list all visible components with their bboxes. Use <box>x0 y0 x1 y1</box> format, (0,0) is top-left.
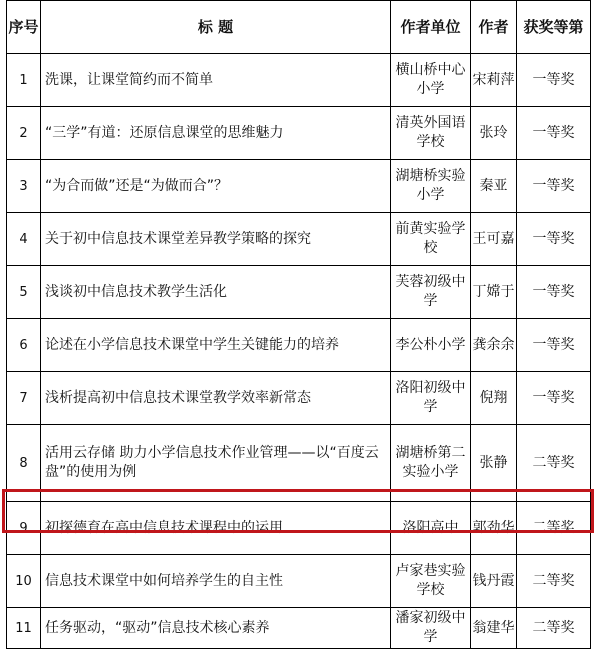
header-num: 序号 <box>7 1 41 54</box>
table-row <box>7 425 591 502</box>
row-title: 论述在小学信息技术课堂中学生关键能力的培养 <box>41 319 391 372</box>
table-row <box>7 54 591 107</box>
header-unit: 作者单位 <box>391 1 471 54</box>
row-title: 初探德育在高中信息技术课程中的运用 <box>41 502 391 555</box>
table-row <box>7 555 591 608</box>
table-row <box>7 608 591 649</box>
row-author: 王可嘉 <box>471 213 517 266</box>
row-title: 关于初中信息技术课堂差异教学策略的探究 <box>41 213 391 266</box>
row-award: 二等奖 <box>517 555 591 608</box>
row-award: 一等奖 <box>517 372 591 425</box>
row-award: 二等奖 <box>517 425 591 502</box>
row-num: 9 <box>7 502 41 555</box>
row-num: 4 <box>7 213 41 266</box>
row-author: 宋莉萍 <box>471 54 517 107</box>
row-num: 2 <box>7 107 41 160</box>
row-title: 浅析提高初中信息技术课堂教学效率新常态 <box>41 372 391 425</box>
row-num: 1 <box>7 54 41 107</box>
row-author: 郭劲华 <box>471 502 517 555</box>
award-table <box>6 0 591 649</box>
table-row <box>7 213 591 266</box>
row-num: 7 <box>7 372 41 425</box>
row-num: 10 <box>7 555 41 608</box>
row-unit: 横山桥中心小学 <box>391 54 471 107</box>
row-award: 二等奖 <box>517 608 591 649</box>
row-num: 11 <box>7 608 41 649</box>
row-title: 洗课，让课堂简约而不简单 <box>41 54 391 107</box>
row-num: 5 <box>7 266 41 319</box>
header-author: 作者 <box>471 1 517 54</box>
row-author: 丁嫦于 <box>471 266 517 319</box>
table-header-row <box>7 1 591 54</box>
row-author: 翁建华 <box>471 608 517 649</box>
table-row-highlighted <box>7 502 591 555</box>
row-title: 浅谈初中信息技术教学生活化 <box>41 266 391 319</box>
row-unit: 湖塘桥实验小学 <box>391 160 471 213</box>
row-award: 一等奖 <box>517 319 591 372</box>
row-title: 任务驱动，“驱动”信息技术核心素养 <box>41 608 391 649</box>
row-author: 张静 <box>471 425 517 502</box>
row-award: 一等奖 <box>517 107 591 160</box>
row-title: 活用云存储 助力小学信息技术作业管理——以“百度云盘”的使用为例 <box>41 425 391 502</box>
table-row <box>7 319 591 372</box>
header-award: 获奖等第 <box>517 1 591 54</box>
row-title: “三学”有道：还原信息课堂的思维魅力 <box>41 107 391 160</box>
row-num: 3 <box>7 160 41 213</box>
row-title: “为合而做”还是“为做而合”？ <box>41 160 391 213</box>
row-num: 8 <box>7 425 41 502</box>
header-title: 标 题 <box>41 1 391 54</box>
row-award: 一等奖 <box>517 160 591 213</box>
row-award: 一等奖 <box>517 266 591 319</box>
row-unit: 湖塘桥第二实验小学 <box>391 425 471 502</box>
table-row <box>7 372 591 425</box>
row-author: 龚余余 <box>471 319 517 372</box>
row-num: 6 <box>7 319 41 372</box>
table-row <box>7 107 591 160</box>
row-title: 信息技术课堂中如何培养学生的自主性 <box>41 555 391 608</box>
row-unit: 李公朴小学 <box>391 319 471 372</box>
row-author: 张玲 <box>471 107 517 160</box>
row-award: 一等奖 <box>517 54 591 107</box>
table-row <box>7 266 591 319</box>
row-unit: 前黄实验学校 <box>391 213 471 266</box>
row-unit: 洛阳高中 <box>391 502 471 555</box>
row-award: 一等奖 <box>517 213 591 266</box>
row-unit: 清英外国语学校 <box>391 107 471 160</box>
row-unit: 洛阳初级中学 <box>391 372 471 425</box>
row-unit: 芙蓉初级中学 <box>391 266 471 319</box>
row-author: 钱丹霞 <box>471 555 517 608</box>
table-row <box>7 160 591 213</box>
row-author: 倪翔 <box>471 372 517 425</box>
row-unit: 卢家巷实验学校 <box>391 555 471 608</box>
row-award: 二等奖 <box>517 502 591 555</box>
row-author: 秦亚 <box>471 160 517 213</box>
row-unit: 潘家初级中学 <box>391 608 471 649</box>
